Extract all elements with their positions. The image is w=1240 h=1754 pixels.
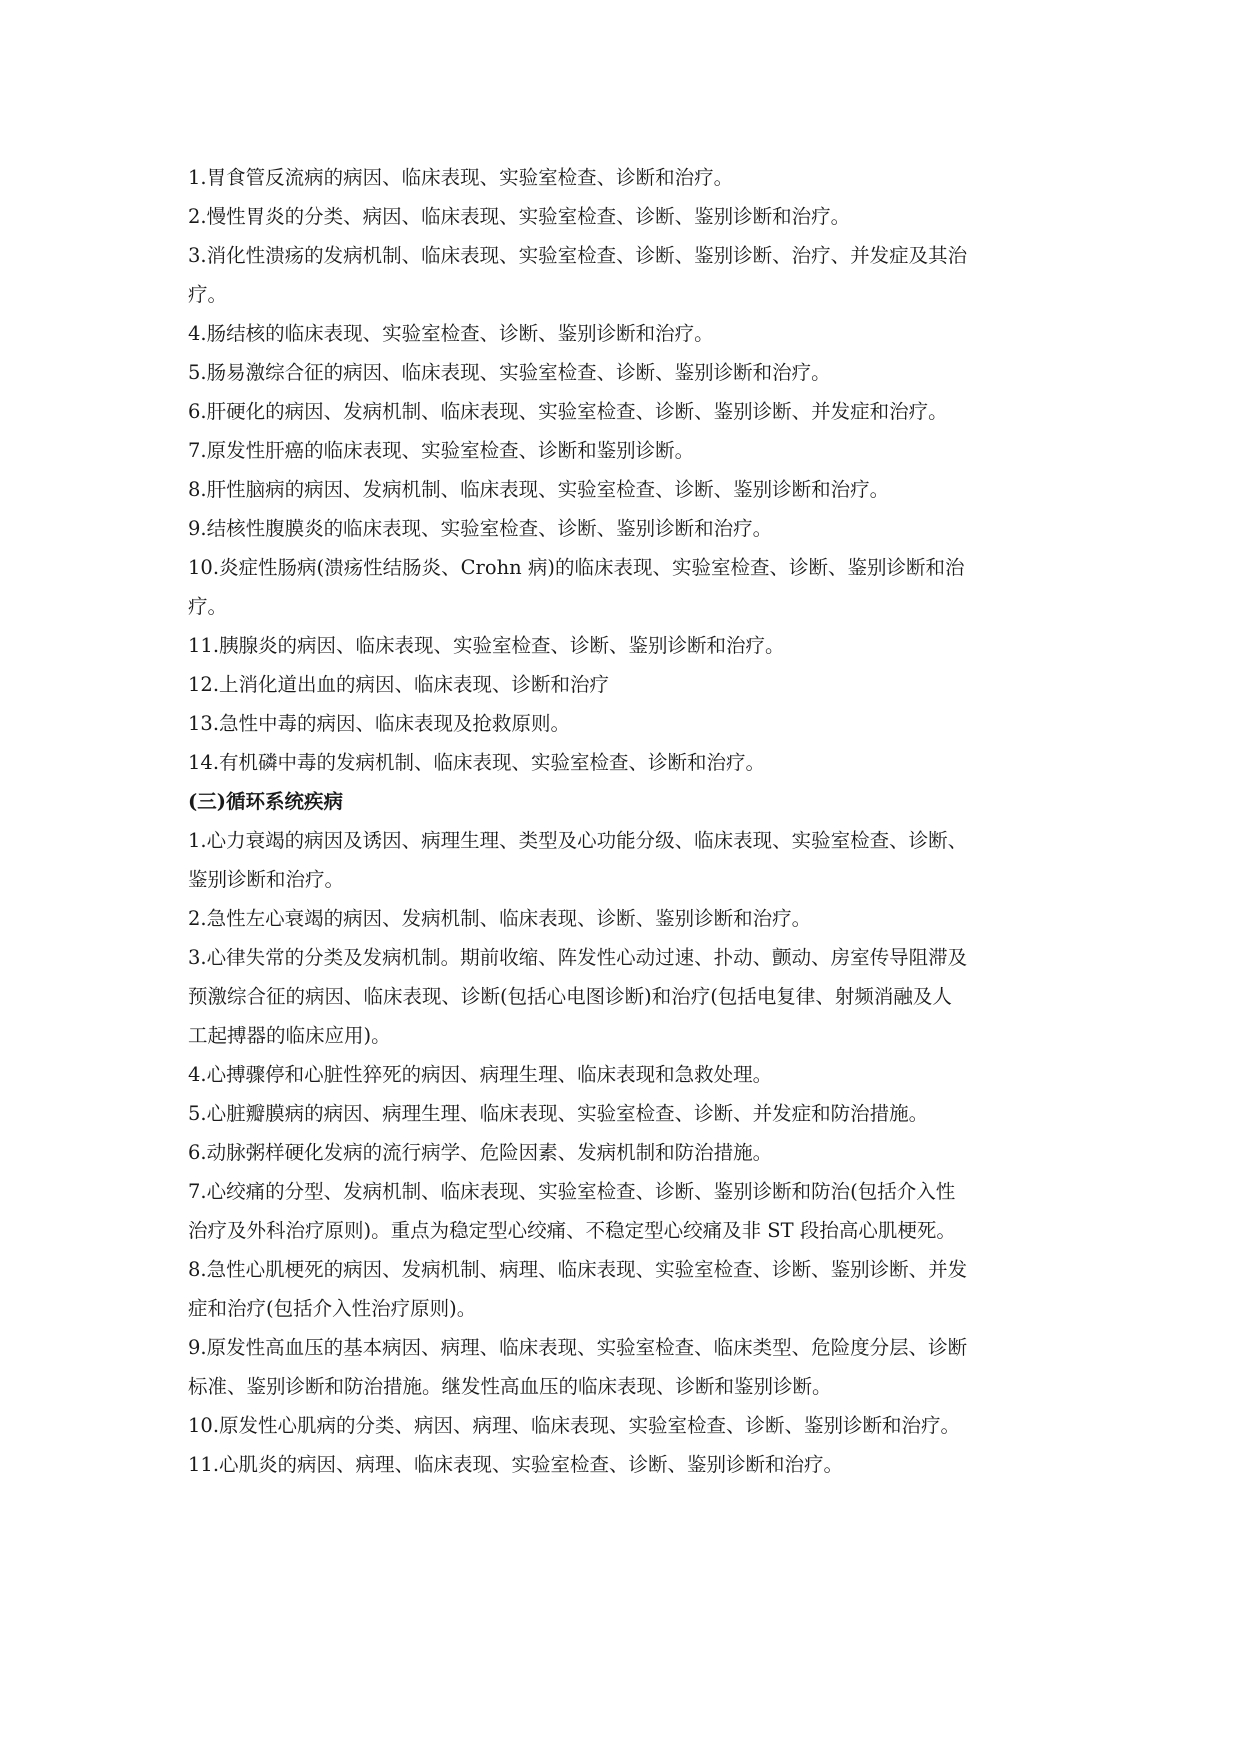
text-line: 治疗及外科治疗原则)。重点为稳定型心绞痛、不稳定型心绞痛及非 ST 段抬高心肌梗死。 — [188, 1219, 956, 1242]
text-line: 3.消化性溃疡的发病机制、临床表现、实验室检查、诊断、鉴别诊断、治疗、并发症及其治 — [188, 244, 968, 267]
text-line: 11.心肌炎的病因、病理、临床表现、实验室检查、诊断、鉴别诊断和治疗。 — [188, 1453, 844, 1476]
page-content — [188, 158, 1058, 1484]
digestive-item-1 — [188, 158, 1058, 197]
digestive-item-13 — [188, 704, 1058, 743]
digestive-item-8 — [188, 470, 1058, 509]
text-line: 6.肝硬化的病因、发病机制、临床表现、实验室检查、诊断、鉴别诊断、并发症和治疗。 — [188, 400, 948, 423]
digestive-item-11 — [188, 626, 1058, 665]
circulatory-item-7 — [188, 1172, 1058, 1250]
circulatory-item-11 — [188, 1445, 1058, 1484]
digestive-item-2 — [188, 197, 1058, 236]
text-line: 工起搏器的临床应用)。 — [188, 1024, 391, 1047]
text-line: 5.肠易激综合征的病因、临床表现、实验室检查、诊断、鉴别诊断和治疗。 — [188, 361, 831, 384]
digestive-item-6 — [188, 392, 1058, 431]
text-line: 5.心脏瓣膜病的病因、病理生理、临床表现、实验室检查、诊断、并发症和防治措施。 — [188, 1102, 929, 1125]
digestive-item-12 — [188, 665, 1058, 704]
text-line: 7.原发性肝癌的临床表现、实验室检查、诊断和鉴别诊断。 — [188, 439, 695, 462]
circulatory-item-9 — [188, 1328, 1058, 1406]
text-line: 9.结核性腹膜炎的临床表现、实验室检查、诊断、鉴别诊断和治疗。 — [188, 517, 773, 540]
text-line: 4.肠结核的临床表现、实验室检查、诊断、鉴别诊断和治疗。 — [188, 322, 714, 345]
digestive-item-5 — [188, 353, 1058, 392]
text-line: 6.动脉粥样硬化发病的流行病学、危险因素、发病机制和防治措施。 — [188, 1141, 773, 1164]
circulatory-item-1 — [188, 821, 1058, 899]
digestive-item-10 — [188, 548, 1058, 626]
text-line: 2.慢性胃炎的分类、病因、临床表现、实验室检查、诊断、鉴别诊断和治疗。 — [188, 205, 851, 228]
circulatory-item-8 — [188, 1250, 1058, 1328]
text-line: 症和治疗(包括介入性治疗原则)。 — [188, 1297, 477, 1320]
text-line: 7.心绞痛的分型、发病机制、临床表现、实验室检查、诊断、鉴别诊断和防治(包括介入性 — [188, 1180, 956, 1203]
text-line: 鉴别诊断和治疗。 — [188, 868, 345, 891]
text-line: 8.肝性脑病的病因、发病机制、临床表现、实验室检查、诊断、鉴别诊断和治疗。 — [188, 478, 890, 501]
circulatory-item-5 — [188, 1094, 1058, 1133]
circulatory-item-3 — [188, 938, 1058, 1055]
text-line: 1.胃食管反流病的病因、临床表现、实验室检查、诊断和治疗。 — [188, 166, 734, 189]
text-line: 3.心律失常的分类及发病机制。期前收缩、阵发性心动过速、扑动、颤动、房室传导阻滞及 — [188, 946, 968, 969]
text-line: 10.原发性心肌病的分类、病因、病理、临床表现、实验室检查、诊断、鉴别诊断和治疗。 — [188, 1414, 961, 1437]
text-line: 10.炎症性肠病(溃疡性结肠炎、Crohn 病)的临床表现、实验室检查、诊断、鉴别诊断和治 — [188, 556, 965, 579]
text-line: 预激综合征的病因、临床表现、诊断(包括心电图诊断)和治疗(包括电复律、射频消融及人 — [188, 985, 952, 1008]
circulatory-item-6 — [188, 1133, 1058, 1172]
text-line: 标准、鉴别诊断和防治措施。继发性高血压的临床表现、诊断和鉴别诊断。 — [188, 1375, 832, 1398]
text-line: 8.急性心肌梗死的病因、发病机制、病理、临床表现、实验室检查、诊断、鉴别诊断、并发 — [188, 1258, 968, 1281]
digestive-item-4 — [188, 314, 1058, 353]
digestive-item-14 — [188, 743, 1058, 782]
text-line: 1.心力衰竭的病因及诱因、病理生理、类型及心功能分级、临床表现、实验室检查、诊断、 — [188, 829, 968, 852]
text-line: 2.急性左心衰竭的病因、发病机制、临床表现、诊断、鉴别诊断和治疗。 — [188, 907, 812, 930]
text-line: 13.急性中毒的病因、临床表现及抢救原则。 — [188, 712, 571, 735]
section-heading: (三)循环系统疾病 — [188, 790, 343, 813]
digestive-item-9 — [188, 509, 1058, 548]
text-line: 疗。 — [188, 595, 228, 618]
digestive-item-3 — [188, 236, 1058, 314]
text-line: 9.原发性高血压的基本病因、病理、临床表现、实验室检查、临床类型、危险度分层、诊断 — [188, 1336, 968, 1359]
circulatory-item-4 — [188, 1055, 1058, 1094]
text-line: 4.心搏骤停和心脏性猝死的病因、病理生理、临床表现和急救处理。 — [188, 1063, 773, 1086]
text-line: 14.有机磷中毒的发病机制、临床表现、实验室检查、诊断和治疗。 — [188, 751, 766, 774]
digestive-item-7 — [188, 431, 1058, 470]
text-line: 疗。 — [188, 283, 228, 306]
circulatory-item-10 — [188, 1406, 1058, 1445]
text-line: 11.胰腺炎的病因、临床表现、实验室检查、诊断、鉴别诊断和治疗。 — [188, 634, 785, 657]
text-line: 12.上消化道出血的病因、临床表现、诊断和治疗 — [188, 673, 610, 696]
circulatory-item-2 — [188, 899, 1058, 938]
